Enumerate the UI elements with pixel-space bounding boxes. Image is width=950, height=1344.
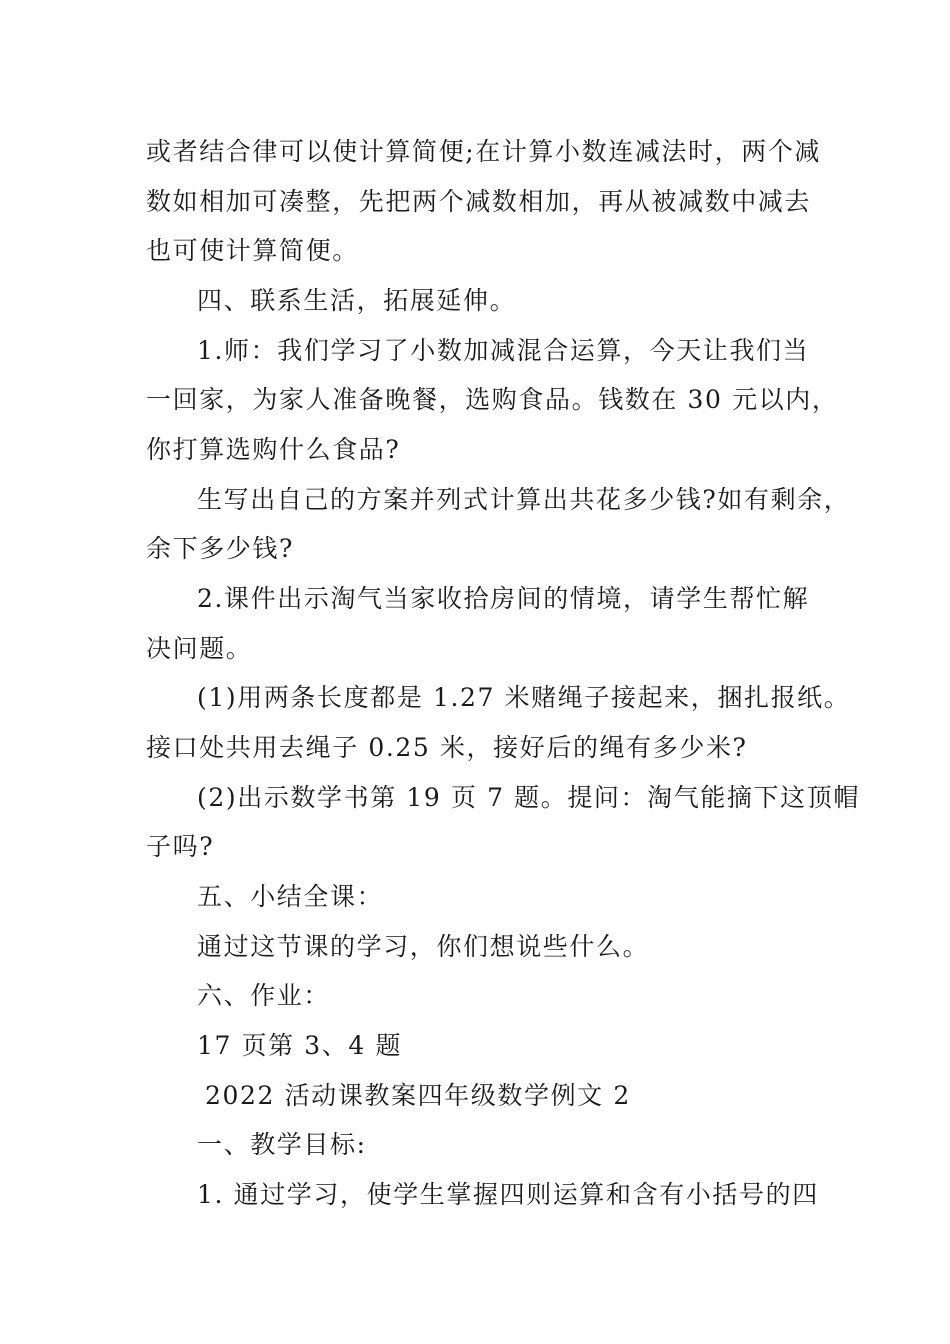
document-title: 2022 活动课教案四年级数学例文 2 <box>205 1081 631 1110</box>
paragraph-line: 或者结合律可以使计算简便;在计算小数连减法时，两个减 <box>146 137 822 166</box>
paragraph-line: 子吗? <box>146 832 215 861</box>
section-heading: 四、联系生活，拓展延伸。 <box>197 286 517 315</box>
paragraph-line: 你打算选购什么食品? <box>146 435 401 464</box>
paragraph-line: 17 页第 3、4 题 <box>197 1031 403 1060</box>
paragraph-line: 也可使计算简便。 <box>146 236 359 265</box>
section-heading: 六、作业： <box>197 981 331 1010</box>
paragraph-line: 余下多少钱? <box>146 534 295 563</box>
paragraph-line: (1)用两条长度都是 1.27 米赌绳子接起来，捆扎报纸。 <box>197 683 851 712</box>
paragraph-line: 生写出自己的方案并列式计算出共花多少钱?如有剩余， <box>197 485 851 514</box>
paragraph-line: 1.师：我们学习了小数加减混合运算，今天让我们当 <box>197 336 810 365</box>
paragraph-line: 数如相加可凑整，先把两个减数相加，再从被减数中减去 <box>146 187 812 216</box>
paragraph-line: 接口处共用去绳子 0.25 米，接好后的绳有多少米? <box>146 733 748 762</box>
paragraph-line: 1. 通过学习，使学生掌握四则运算和含有小括号的四 <box>197 1180 819 1209</box>
section-heading: 五、小结全课： <box>197 882 384 911</box>
paragraph-line: 决问题。 <box>146 634 253 663</box>
section-heading: 一、教学目标: <box>197 1130 367 1159</box>
paragraph-line: 一回家，为家人准备晚餐，选购食品。钱数在 30 元以内， <box>146 385 839 414</box>
paragraph-line: 2.课件出示淘气当家收拾房间的情境，请学生帮忙解 <box>197 584 810 613</box>
paragraph-line: (2)出示数学书第 19 页 7 题。提问：淘气能摘下这顶帽 <box>197 783 860 812</box>
paragraph-line: 通过这节课的学习，你们想说些什么。 <box>197 932 650 961</box>
